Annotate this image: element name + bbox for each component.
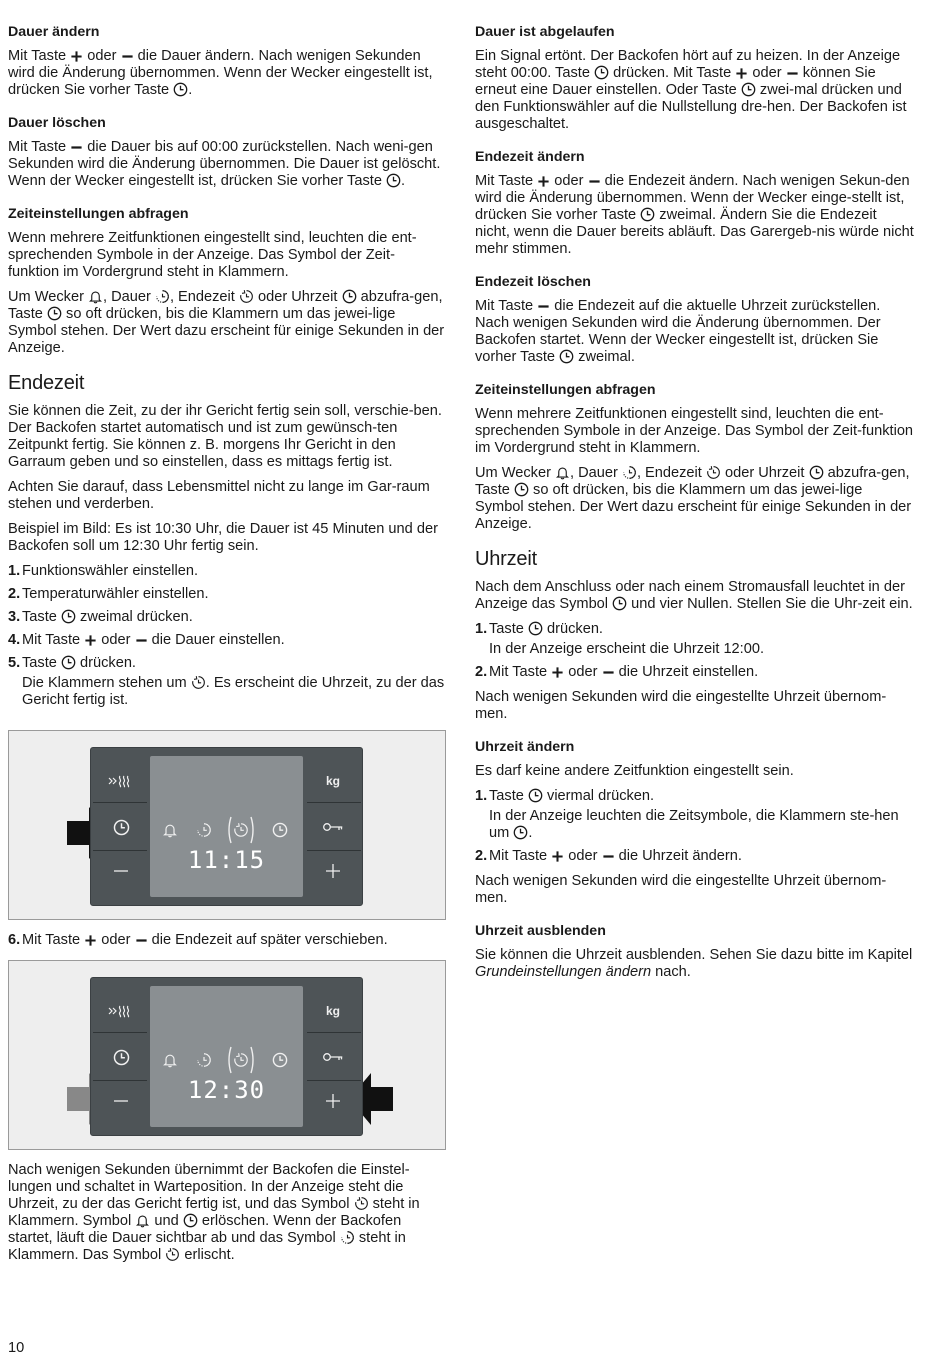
minus-icon bbox=[135, 934, 148, 947]
step-number: 1. bbox=[475, 621, 488, 637]
plus-icon bbox=[325, 863, 341, 879]
text: Nach wenigen Sekunden übernimmt der Backofen die Einstel-lungen und schaltet in Warteposition. In der Anzeige steht die Uhrzeit, zu der das Gericht fertig ist, und das Symbol bbox=[8, 1162, 410, 1212]
step-number: 2. bbox=[475, 664, 488, 680]
list-item bbox=[8, 632, 446, 649]
text: die Endezeit ändern. Nach wenigen Sekun-den wird die Änderung übernommen. Wenn der Wecker einge-stellt ist, drücken Sie vorher Taste bbox=[475, 173, 910, 223]
text: Mit Taste bbox=[22, 632, 81, 648]
step-result bbox=[475, 808, 915, 842]
list-item bbox=[8, 609, 446, 626]
text: abzufra-gen, Taste bbox=[475, 465, 910, 498]
clock-icon bbox=[61, 609, 76, 624]
text: , Dauer bbox=[570, 465, 618, 481]
steps-list bbox=[475, 621, 915, 681]
text: oder bbox=[101, 632, 131, 648]
text: oder bbox=[101, 932, 131, 948]
paragraph: Nach wenigen Sekunden wird die eingestellte Uhrzeit übernom-men. bbox=[475, 689, 887, 722]
clock-icon bbox=[528, 788, 543, 803]
minus-button[interactable] bbox=[99, 1090, 143, 1112]
text: oder bbox=[568, 664, 598, 680]
kg-icon[interactable]: kg bbox=[325, 1003, 340, 1018]
section-zeit-abfragen-right bbox=[475, 382, 915, 533]
clock-icon bbox=[514, 482, 529, 497]
plus-button[interactable] bbox=[311, 1090, 355, 1112]
paragraph: Es darf keine andere Zeitfunktion eingestellt sein. bbox=[475, 763, 794, 779]
paragraph: Achten Sie darauf, dass Lebensmittel nicht zu lange im Gar-raum stehen und verderben. bbox=[8, 479, 430, 512]
text: Mit Taste bbox=[475, 298, 534, 314]
text: die Dauer ändern. Nach wenigen Sekunden wird die Änderung übernommen. Wenn der Wecker eingestellt ist, drücken Sie vorher Taste bbox=[8, 48, 433, 98]
clock-icon bbox=[559, 349, 574, 364]
endtime-icon bbox=[165, 1247, 180, 1262]
kg-icon[interactable]: kg bbox=[325, 773, 340, 788]
minus-icon bbox=[113, 863, 129, 879]
paragraph bbox=[475, 579, 915, 613]
text: Taste bbox=[489, 621, 524, 637]
heading-uhrzeit-ausblenden: Uhrzeit ausblenden bbox=[475, 923, 606, 939]
text: , Dauer bbox=[103, 289, 151, 305]
time-display: 11:15 bbox=[187, 846, 266, 874]
text: nach. bbox=[655, 964, 691, 980]
clock-icon bbox=[513, 825, 528, 840]
clock-icon bbox=[183, 1213, 198, 1228]
minus-icon bbox=[121, 50, 134, 63]
endtime-icon bbox=[191, 675, 206, 690]
list-item bbox=[8, 563, 446, 580]
text: und bbox=[154, 1213, 179, 1229]
minus-icon bbox=[786, 67, 799, 80]
text: zweimal. bbox=[578, 349, 635, 365]
duration-icon bbox=[155, 289, 170, 304]
minus-button[interactable] bbox=[99, 860, 143, 882]
text: oder bbox=[568, 848, 598, 864]
plus-icon bbox=[325, 1093, 341, 1109]
text: Mit Taste bbox=[8, 139, 67, 155]
bell-icon bbox=[135, 1213, 150, 1228]
text: steht in Klammern. Symbol bbox=[8, 1196, 420, 1229]
bell-icon bbox=[158, 1048, 182, 1072]
heading-zeit-abfragen: Zeiteinstellungen abfragen bbox=[8, 206, 189, 222]
text: so oft drücken, bis die Klammern um das jewei-lige Symbol stehen. Der Wert dazu erscheint für einige Sekunden in der Anzeige. bbox=[475, 482, 912, 532]
text: Taste bbox=[22, 609, 57, 625]
paragraph: Sie können die Zeit, zu der ihr Gericht fertig sein soll, verschie-ben. Der Backofen startet automatisch und ist zum gewünsch-ten Zeitpunkt fertig. Sie können z. B. morgens Ihr Gericht in den Garraum geben und so einstellen, dass es mittags fertig ist. bbox=[8, 403, 442, 470]
list-item bbox=[8, 586, 446, 603]
heading-zeit-abfragen: Zeiteinstellungen abfragen bbox=[475, 382, 656, 398]
bell-icon bbox=[88, 289, 103, 304]
clock-icon bbox=[113, 819, 130, 836]
paragraph bbox=[8, 1162, 446, 1264]
text: oder bbox=[87, 48, 117, 64]
endtime-icon bbox=[706, 465, 721, 480]
clock-icon bbox=[386, 173, 401, 188]
heat-icon[interactable] bbox=[99, 1000, 143, 1022]
text: oder bbox=[752, 65, 782, 81]
section-endezeit-aendern bbox=[475, 149, 915, 258]
minus-icon bbox=[537, 300, 550, 313]
heading-endezeit: Endezeit bbox=[8, 372, 85, 394]
heading-endezeit-loeschen: Endezeit löschen bbox=[475, 274, 591, 290]
clock-icon bbox=[173, 82, 188, 97]
control-panel-figure-1 bbox=[8, 730, 446, 920]
text: die Endezeit auf später verschieben. bbox=[151, 932, 388, 948]
text: . bbox=[528, 825, 533, 841]
bell-icon bbox=[555, 465, 570, 480]
chapter-reference: Grundeinstellungen ändern bbox=[475, 964, 652, 980]
step-result bbox=[8, 675, 446, 709]
step-6 bbox=[8, 932, 446, 949]
list-item bbox=[475, 848, 915, 865]
text: Mit Taste bbox=[489, 664, 548, 680]
section-uhrzeit-aendern bbox=[475, 739, 915, 907]
minus-icon bbox=[602, 850, 615, 863]
step-number: 3. bbox=[8, 609, 21, 625]
section-dauer-loeschen bbox=[8, 115, 446, 190]
heading-endezeit-aendern: Endezeit ändern bbox=[475, 149, 585, 165]
step-number: 5. bbox=[8, 655, 21, 671]
control-panel-figure-2 bbox=[8, 960, 446, 1150]
plus-icon bbox=[537, 175, 550, 188]
clock-icon bbox=[61, 655, 76, 670]
step-number: 1. bbox=[475, 788, 488, 804]
text: Taste bbox=[489, 788, 524, 804]
minus-icon bbox=[113, 1093, 129, 1109]
text: In der Anzeige leuchten die Zeitsymbole, die Klammern ste-hen um bbox=[489, 808, 899, 841]
steps-list bbox=[475, 788, 915, 865]
text: zweimal. Ändern Sie die Endezeit nicht, wenn die Dauer bereits abläuft. Das Garergeb-nis würde nicht mehr stimmen. bbox=[475, 207, 914, 257]
clock-icon bbox=[612, 596, 627, 611]
section-dauer-abgelaufen bbox=[475, 24, 915, 133]
text: Um Wecker bbox=[8, 289, 84, 305]
endtime-icon-bracketed bbox=[226, 1044, 256, 1076]
closing-paragraph bbox=[8, 1162, 446, 1272]
text: abzufra-gen, Taste bbox=[8, 289, 443, 322]
oven-control-panel bbox=[90, 977, 363, 1136]
paragraph bbox=[475, 947, 915, 981]
list-item bbox=[475, 788, 915, 842]
heading-dauer-aendern: Dauer ändern bbox=[8, 24, 100, 40]
text: die Uhrzeit einstellen. bbox=[618, 664, 759, 680]
text: Ein Signal ertönt. Der Backofen hört auf zu heizen. In der Anzeige steht 00:00. Taste bbox=[475, 48, 901, 81]
list-item bbox=[475, 664, 915, 681]
clock-icon bbox=[47, 306, 62, 321]
text: oder Uhrzeit bbox=[724, 465, 805, 481]
paragraph: Wenn mehrere Zeitfunktionen eingestellt sind, leuchten die ent-sprechenden Symbole in der Anzeige. Das Symbol der Zeit-funktion im Vordergrund steht in Klammern. bbox=[475, 406, 914, 456]
text: oder bbox=[554, 173, 584, 189]
text: Mit Taste bbox=[8, 48, 67, 64]
heading-dauer-loeschen: Dauer löschen bbox=[8, 115, 106, 131]
clock-icon bbox=[640, 207, 655, 222]
paragraph bbox=[475, 48, 915, 133]
text: , Endezeit bbox=[636, 465, 702, 481]
display-screen bbox=[150, 986, 303, 1127]
clock-icon bbox=[809, 465, 824, 480]
clock-icon bbox=[594, 65, 609, 80]
duration-icon bbox=[340, 1230, 355, 1245]
section-uhrzeit-ausblenden bbox=[475, 923, 915, 981]
text: Sie können die Uhrzeit ausblenden. Sehen Sie dazu bitte im Kapitel bbox=[475, 947, 913, 963]
minus-icon bbox=[602, 666, 615, 679]
plus-icon bbox=[70, 50, 83, 63]
heat-icon[interactable] bbox=[99, 770, 143, 792]
section-zeit-abfragen-left bbox=[8, 206, 446, 357]
clock-icon bbox=[268, 818, 292, 842]
text: die Dauer einstellen. bbox=[151, 632, 285, 648]
clock-button[interactable] bbox=[99, 816, 143, 838]
step-result: In der Anzeige erscheint die Uhrzeit 12:00. bbox=[489, 641, 765, 657]
text: Funktionswähler einstellen. bbox=[22, 563, 199, 579]
paragraph bbox=[475, 465, 915, 533]
text: zwei-mal drücken und den Funktionswähler auf die Nullstellung dre-hen. Der Backofen ist ausgeschaltet. bbox=[475, 82, 907, 132]
text: Temperaturwähler einstellen. bbox=[22, 586, 209, 602]
duration-icon bbox=[192, 1048, 216, 1072]
minus-icon bbox=[135, 634, 148, 647]
plus-button[interactable] bbox=[311, 860, 355, 882]
endtime-icon bbox=[239, 289, 254, 304]
text: Mit Taste bbox=[475, 173, 534, 189]
plus-icon bbox=[551, 850, 564, 863]
bell-icon bbox=[158, 818, 182, 842]
section-dauer-aendern bbox=[8, 24, 446, 99]
endtime-icon bbox=[354, 1196, 369, 1211]
clock-icon bbox=[113, 1049, 130, 1066]
step-number: 2. bbox=[475, 848, 488, 864]
minus-icon bbox=[588, 175, 601, 188]
page-number: 10 bbox=[8, 1340, 25, 1356]
paragraph: Nach wenigen Sekunden wird die eingestellte Uhrzeit übernom-men. bbox=[475, 873, 887, 906]
text: können Sie erneut eine Dauer einstellen. Oder Taste bbox=[475, 65, 876, 98]
paragraph: Beispiel im Bild: Es ist 10:30 Uhr, die Dauer ist 45 Minuten und der Backofen soll um 12:30 Uhr fertig sein. bbox=[8, 521, 438, 554]
time-display: 12:30 bbox=[187, 1076, 266, 1104]
text: Um Wecker bbox=[475, 465, 551, 481]
paragraph: Mit Taste die Dauer bis auf 00:00 zurückstellen. Nach weni-gen Sekunden wird die Änderung übernommen. Die Dauer ist gelöscht. Wenn der Wecker eingestellt ist, drücken Sie vorher Taste . bbox=[8, 139, 441, 189]
oven-control-panel bbox=[90, 747, 363, 906]
list-item bbox=[475, 621, 915, 658]
step-number: 6. bbox=[8, 932, 21, 948]
text: , Endezeit bbox=[169, 289, 235, 305]
text: erlischt. bbox=[184, 1247, 235, 1263]
duration-icon bbox=[622, 465, 637, 480]
heading-dauer-abgelaufen: Dauer ist abgelaufen bbox=[475, 24, 615, 40]
clock-icon bbox=[741, 82, 756, 97]
text: Die Klammern stehen um bbox=[22, 675, 187, 691]
text: Mit Taste bbox=[22, 932, 81, 948]
paragraph bbox=[475, 173, 915, 258]
text: drücken. Mit Taste bbox=[613, 65, 732, 81]
clock-icon bbox=[528, 621, 543, 636]
duration-icon bbox=[192, 818, 216, 842]
clock-button[interactable] bbox=[99, 1046, 143, 1068]
text: steht in Klammern. Das Symbol bbox=[8, 1230, 406, 1263]
paragraph: Mit Taste oder die Dauer ändern. Nach wenigen Sekunden wird die Änderung übernommen. Wenn der Wecker eingestellt ist, drücken Sie vorher Taste . bbox=[8, 48, 433, 98]
steps-list bbox=[8, 563, 446, 709]
text: oder Uhrzeit bbox=[257, 289, 338, 305]
section-endezeit-loeschen bbox=[475, 274, 915, 366]
text: drücken. bbox=[80, 655, 136, 671]
step-number: 4. bbox=[8, 632, 21, 648]
plus-icon bbox=[84, 934, 97, 947]
text: drücken. bbox=[547, 621, 603, 637]
text: und vier Nullen. Stellen Sie die Uhr-zeit ein. bbox=[631, 596, 913, 612]
text: so oft drücken, bis die Klammern um das jewei-lige Symbol stehen. Der Wert dazu erscheint für einige Sekunden in der Anzeige. bbox=[8, 306, 445, 356]
clock-icon bbox=[342, 289, 357, 304]
minus-icon bbox=[70, 141, 83, 154]
text: viermal drücken. bbox=[547, 788, 655, 804]
right-column bbox=[475, 24, 915, 997]
plus-icon bbox=[84, 634, 97, 647]
text: Mit Taste bbox=[489, 848, 548, 864]
paragraph bbox=[475, 298, 915, 366]
display-screen bbox=[150, 756, 303, 897]
plus-icon bbox=[551, 666, 564, 679]
heading-uhrzeit: Uhrzeit bbox=[475, 548, 537, 570]
text: die Dauer bis auf 00:00 zurückstellen. Nach weni-gen Sekunden wird die Änderung übernommen. Die Dauer ist gelöscht. Wenn der Wecker eingestellt ist, drücken Sie vorher Taste bbox=[8, 139, 441, 189]
plus-icon bbox=[735, 67, 748, 80]
heading-uhrzeit-aendern: Uhrzeit ändern bbox=[475, 739, 575, 755]
step-number: 1. bbox=[8, 563, 21, 579]
key-icon[interactable] bbox=[311, 1046, 355, 1068]
text: erlöschen. Wenn der Backofen startet, läuft die Dauer sichtbar ab und das Symbol bbox=[8, 1213, 402, 1246]
text: die Uhrzeit ändern. bbox=[618, 848, 742, 864]
text: die Endezeit auf die aktuelle Uhrzeit zurückstellen. Nach wenigen Sekunden wird die Änderung übernommen. Der Backofen startet. Wenn der Wecker eingestellt ist, drücken Sie vorher Taste bbox=[475, 298, 881, 365]
list-item bbox=[8, 655, 446, 709]
key-icon[interactable] bbox=[311, 816, 355, 838]
endtime-icon-bracketed bbox=[226, 814, 256, 846]
clock-icon bbox=[268, 1048, 292, 1072]
paragraph: Wenn mehrere Zeitfunktionen eingestellt sind, leuchten die ent-sprechenden Symbole in der Anzeige. Das Symbol der Zeit-funktion im Vordergrund steht in Klammern. bbox=[8, 230, 417, 280]
text: Nach dem Anschluss oder nach einem Stromausfall leuchtet in der Anzeige das Symbol bbox=[475, 579, 905, 612]
left-column bbox=[8, 24, 446, 717]
text: zweimal drücken. bbox=[80, 609, 193, 625]
text: . Es erscheint die Uhrzeit, zu der das Gericht fertig ist. bbox=[22, 675, 445, 708]
paragraph bbox=[8, 289, 446, 357]
text: Taste bbox=[22, 655, 57, 671]
step-number: 2. bbox=[8, 586, 21, 602]
